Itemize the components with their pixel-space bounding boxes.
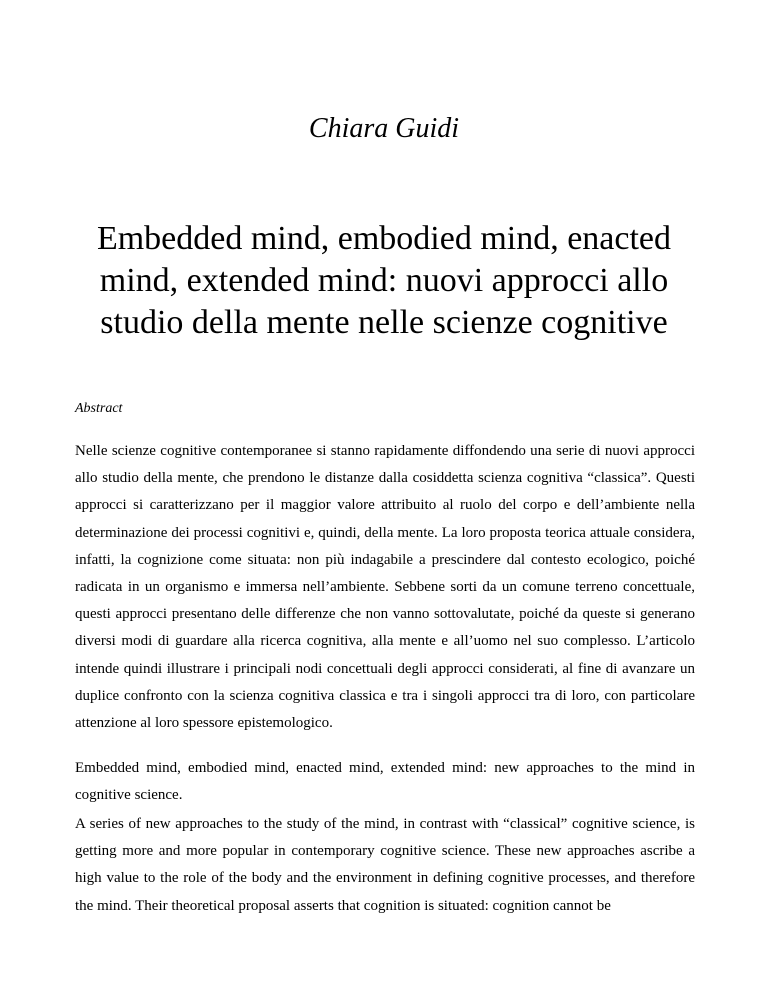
english-title-paragraph: Embedded mind, embodied mind, enacted mind, extended mind: new approaches to the mind in cognitive science. bbox=[75, 760, 695, 804]
author-name: Chiara Guidi bbox=[308, 113, 460, 144]
abstract-english-paragraph: A series of new approaches to the study of the mind, in contrast with “classical” cognitive science, is getting more and more popular in contemporary cognitive science. These new approaches ascribe a high value to the role of the body and the environment in defining cognitive processes, and therefore the mind. Their theoretical proposal asserts that cognition is situated: cognition cannot be bbox=[75, 816, 695, 914]
paper-title: Embedded mind, embodied mind, enacted mind, extended mind: nuovi approcci allo studio della mente nelle scienze cognitive bbox=[96, 220, 672, 341]
abstract-heading: Abstract bbox=[75, 401, 123, 416]
abstract-italian-paragraph: Nelle scienze cognitive contemporanee si stanno rapidamente diffondendo una serie di nuovi approcci allo studio della mente, che prendono le distanze dalla cosiddetta scienza cognitiva “classica”. Questi approcci si caratterizzano per il maggior valore attribuito al ruolo del corpo e dell’ambiente nella determinazione dei processi cognitivi e, quindi, della mente. La loro proposta teorica attuale considera, infatti, la cognizione come situata: non più indagabile a prescindere dal contesto ecologico, poiché radicata in un organismo e immersa nell’ambiente. Sebbene sorti da un comune terreno concettuale, questi approcci presentano delle differenze che non vanno sottovalutate, poiché da queste si generano diversi modi di guardare alla ricerca cognitiva, alla mente e all’uomo nel suo complesso. L’articolo intende quindi illustrare i principali nodi concettuali degli approcci considerati, al fine di avanzare un duplice confronto con la scienza cognitiva classica e tra i singoli approcci tra di loro, con particolare attenzione al loro spessore epistemologico. bbox=[75, 443, 695, 732]
